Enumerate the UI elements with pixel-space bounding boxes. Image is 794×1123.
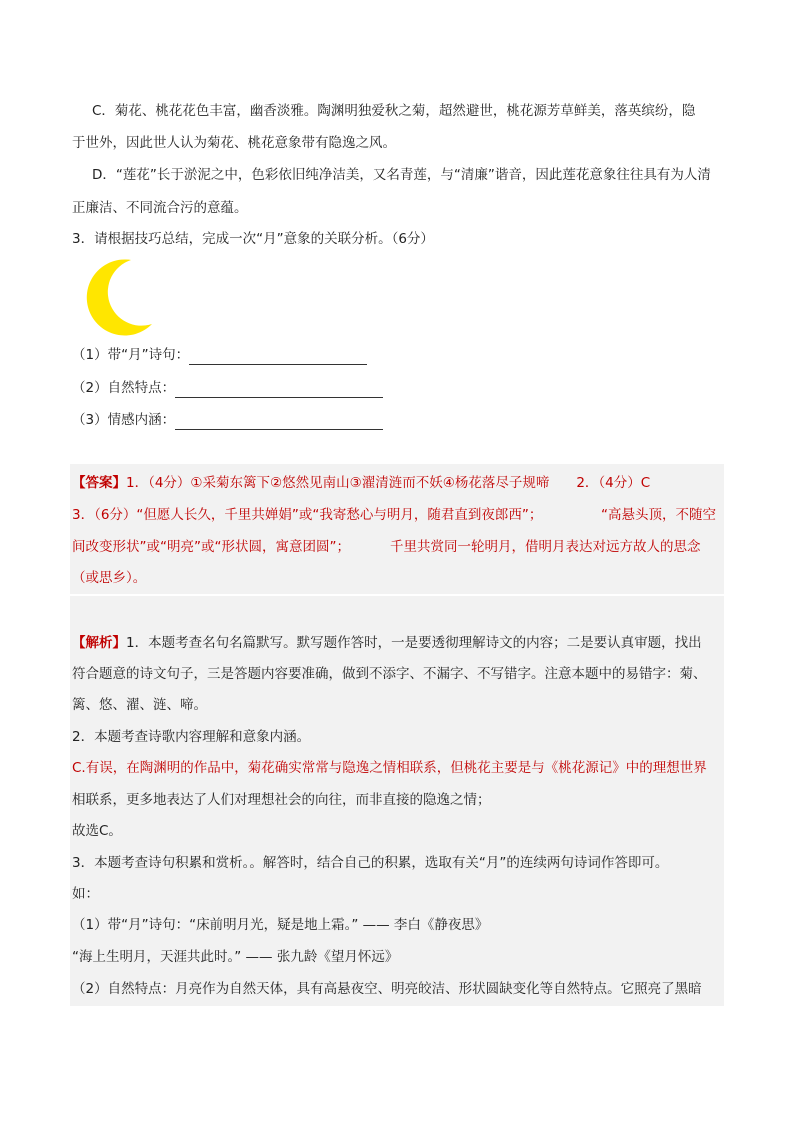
analysis-p1-line3: 篱、悠、濯、涟、啼。 xyxy=(72,697,207,713)
answer-tag: 【答案】 xyxy=(72,475,126,491)
answer-line4: （或思乡）。 xyxy=(72,570,147,586)
item3-label: （3）情感内涵： xyxy=(72,412,176,428)
item3-answer-blank[interactable] xyxy=(175,415,383,430)
option-d-line2: 正廉洁、不同流合污的意蕴。 xyxy=(72,200,248,216)
option-c-line2: 于世外，因此世人认为菊花、桃花意象带有隐逸之风。 xyxy=(72,135,396,151)
question3-item3 xyxy=(72,410,383,430)
analysis-p3-example3: （2）自然特点：月亮作为自然天体，具有高悬夜空、明亮皎洁、形状圆缺变化等自然特点。它照亮了黑暗 xyxy=(72,981,702,997)
answer-spacer xyxy=(70,596,724,626)
analysis-p2: 2．本题考查诗歌内容理解和意象内涵。 xyxy=(72,729,311,745)
question3-item2 xyxy=(72,378,383,398)
crescent-moon-icon xyxy=(76,256,156,336)
analysis-tag: 【解析】 xyxy=(72,635,126,651)
answer-text-2a: 3．（6分）“但愿人长久，千里共婵娟”或“我寄愁心与明月，随君直到夜郎西”； xyxy=(72,507,543,523)
option-c-line1: C．菊花、桃花花色丰富，幽香淡雅。陶渊明独爱秋之菊，超然避世，桃花源芳草鲜美，落英缤纷，隐 xyxy=(92,103,696,119)
analysis-text-1: 1．本题考查名句名篇默写。默写题作答时，一是要透彻理解诗文的内容；二是要认真审题，找出 xyxy=(126,635,702,651)
item1-answer-blank[interactable] xyxy=(189,350,367,365)
analysis-p2-c-line2: 相联系，更多地表达了人们对理想社会的向往，而非直接的隐逸之情； xyxy=(72,792,491,808)
analysis-p3-example1: （1）带“月”诗句：“床前明月光，疑是地上霜。” —— 李白《静夜思》 xyxy=(72,917,489,933)
analysis-p1-line1 xyxy=(72,633,702,653)
answer-text-3a: 间改变形状”或“明亮”或“形状圆，寓意团圆”； xyxy=(72,539,350,555)
answer-line2 xyxy=(72,505,726,525)
analysis-p3-eg: 如： xyxy=(72,886,99,902)
analysis-p1-line2: 符合题意的诗文句子，三是答题内容要准确，做到不添字、不漏字、不写错字。注意本题中的易错字：菊、 xyxy=(72,666,707,682)
analysis-p2-c-line1: C.有误，在陶渊明的作品中，菊花确实常常与隐逸之情相联系，但桃花主要是与《桃花源记》中的理想世界 xyxy=(72,760,707,776)
option-d-line1: D．“莲花”长于淤泥之中，色彩依旧纯净洁美，又名青莲，与“清廉”谐音，因此莲花意象往往具有为人清 xyxy=(92,167,711,183)
analysis-p3-example2: “海上生明月，天涯共此时。” —— 张九龄《望月怀远》 xyxy=(72,949,399,965)
question3-item1 xyxy=(72,345,367,365)
answer-text-1: 1．（4分）①采菊东篱下②悠然见南山③濯清涟而不妖④杨花落尽子规啼 2．（4分）C xyxy=(126,475,651,491)
answer-line3 xyxy=(72,537,700,557)
analysis-p2-choice: 故选C。 xyxy=(72,823,122,839)
item2-label: （2）自然特点： xyxy=(72,380,176,396)
item1-label: （1）带“月”诗句： xyxy=(72,347,190,363)
question3-prompt: 3．请根据技巧总结，完成一次“月”意象的关联分析。（6分） xyxy=(72,231,434,247)
answer-text-3b: 千里共赏同一轮明月，借明月表达对远方故人的思念 xyxy=(389,539,701,555)
item2-answer-blank[interactable] xyxy=(175,383,383,398)
answer-line1 xyxy=(72,473,650,493)
analysis-p3: 3．本题考查诗句积累和赏析。。解答时，结合自己的积累，选取有关“月”的连续两句诗词作答即可。 xyxy=(72,855,669,871)
answer-text-2b: “高悬头顶，不随空 xyxy=(601,507,716,523)
